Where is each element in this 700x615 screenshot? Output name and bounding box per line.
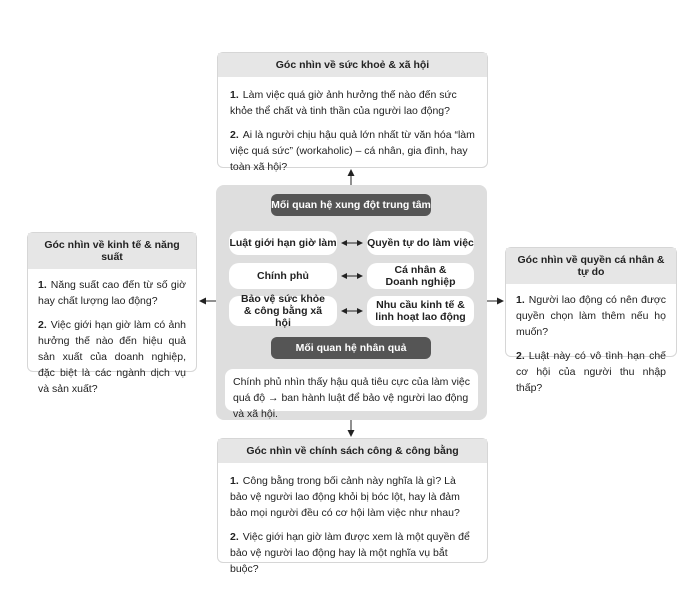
panel-title: Góc nhìn về quyền cá nhân & tự do xyxy=(506,248,676,284)
question-item: 2. Việc giới hạn giờ làm được xem là một quyền để bảo vệ người lao động hay là một nghĩa vụ bắt buộc? xyxy=(230,531,470,575)
panel-title: Góc nhìn về sức khoẻ & xã hội xyxy=(218,53,487,77)
node-individual-business: Cá nhân & Doanh nghiệp xyxy=(367,263,474,289)
panel-health-society xyxy=(217,52,488,173)
panel-individual-rights xyxy=(505,247,677,394)
node-hour-limit-law: Luật giới hạn giờ làm xyxy=(229,231,337,255)
causal-title: Mối quan hệ nhân quả xyxy=(271,337,431,359)
causal-description: Chính phủ nhìn thấy hậu quả tiêu cực của làm việc quá độ → ban hành luật để bảo vệ người lao động và xã hội. xyxy=(225,369,478,411)
question-item: 1. Năng suất cao đến từ số giờ hay chất lượng lao động? xyxy=(38,279,186,307)
node-freedom-to-work: Quyền tự do làm việc xyxy=(367,231,474,255)
panel-title: Góc nhìn về kinh tế & năng suất xyxy=(28,233,196,269)
panel-economy-productivity xyxy=(27,232,197,395)
node-health-social-fairness: Bảo vệ sức khỏe & công bằng xã hội xyxy=(229,296,337,326)
question-item: 2. Luật này có vô tình hạn chế cơ hội của người thu nhập thấp? xyxy=(516,350,666,394)
question-item: 2. Việc giới hạn giờ làm có ảnh hưởng thế nào đến hiệu quả sản xuất của doanh nghiệp, đặc biệt là các ngành dịch vụ và sản xuất? xyxy=(38,319,186,395)
panel-title: Góc nhìn về chính sách công & công bằng xyxy=(218,439,487,463)
node-economic-flexibility: Nhu cầu kinh tế & linh hoạt lao động xyxy=(367,296,474,326)
node-government: Chính phủ xyxy=(229,263,337,289)
question-item: 2. Ai là người chịu hậu quả lớn nhất từ văn hóa “làm việc quá sức” (workaholic) – cá nhân, gia đình, hay toàn xã hội? xyxy=(230,129,475,173)
arrow-right-icon: → xyxy=(268,392,279,404)
question-item: 1. Công bằng trong bối cảnh này nghĩa là gì? Là bảo vệ người lao động khỏi bị bóc lột, hay là đảm bảo mọi người đều có cơ hội làm việc như nhau? xyxy=(230,475,460,519)
panel-public-policy-fairness xyxy=(217,438,488,575)
central-relationship-block xyxy=(216,185,487,420)
question-item: 1. Người lao động có nên được quyền chọn làm thêm nếu họ muốn? xyxy=(516,294,666,338)
question-item: 1. Làm việc quá giờ ảnh hưởng thế nào đến sức khỏe thể chất và tinh thần của người lao động? xyxy=(230,89,457,117)
conflict-title: Mối quan hệ xung đột trung tâm xyxy=(271,194,431,216)
